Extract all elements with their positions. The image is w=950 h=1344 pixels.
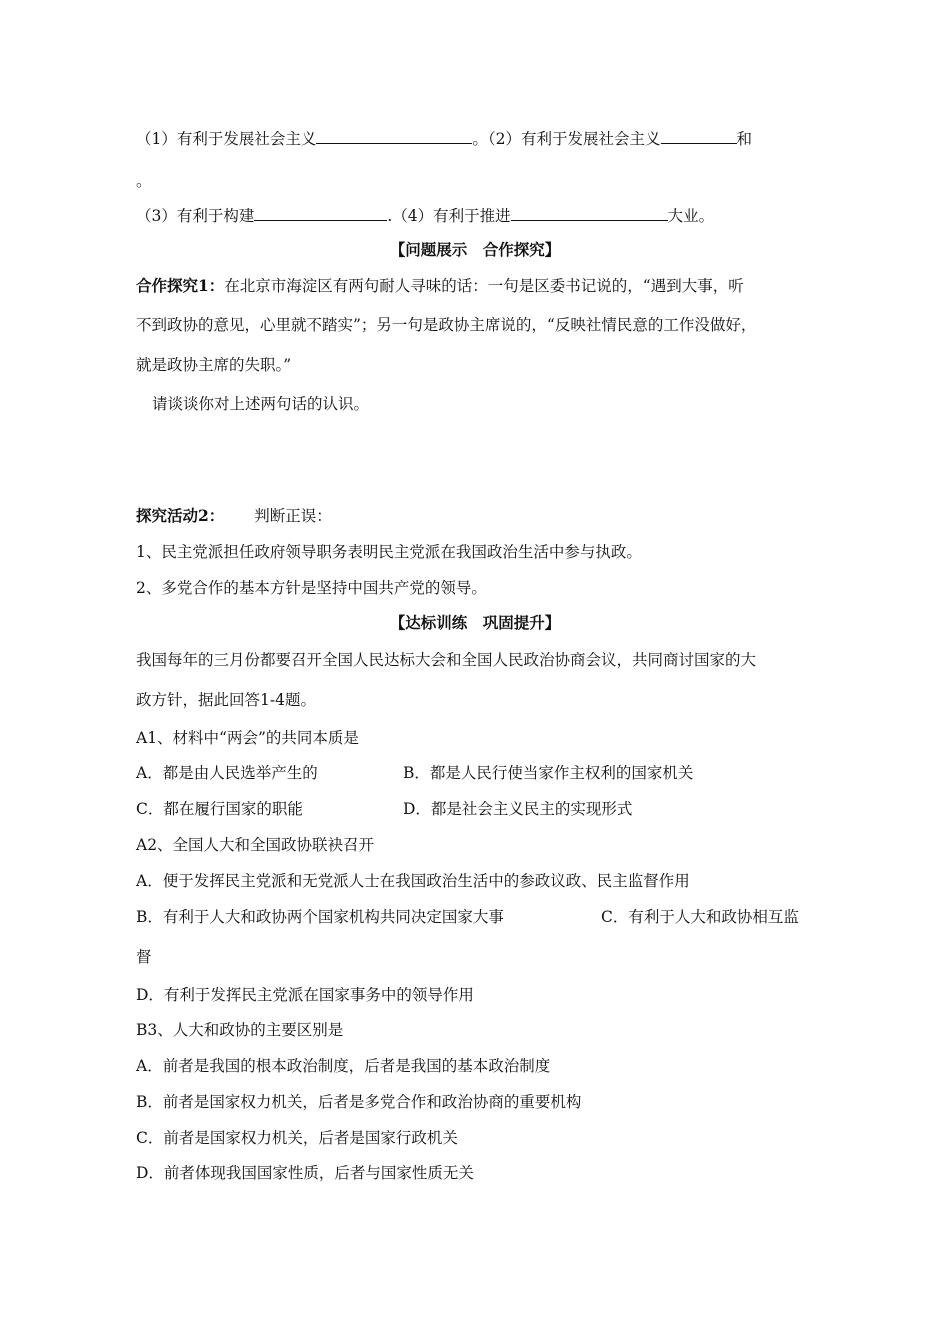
question-a2-stem: A2、全国人大和全国政协联袂召开 <box>136 836 375 854</box>
blank-3[interactable] <box>254 203 387 221</box>
fill-item-2-tail: 和 <box>736 130 753 148</box>
question-a1-option-c: C．都在履行国家的职能 <box>136 800 303 818</box>
inquiry-1-text-1: 在北京市海淀区有两句耐人寻味的话：一句是区委书记说的，“遇到大事，听 <box>224 277 744 295</box>
fill-line-2 <box>136 203 714 227</box>
inquiry-1-line-2: 不到政协的意见，心里就不踏实”；另一句是政协主席说的，“反映社情民意的工作没做好， <box>136 316 757 334</box>
fill-item-2-text: （2）有利于发展社会主义 <box>487 130 661 148</box>
fill-line-1 <box>136 126 752 150</box>
question-a1-option-a: A．都是由人民选举产生的 <box>136 764 318 782</box>
inquiry-1-line-3: 就是政协主席的失职。” <box>136 356 292 374</box>
question-a1-stem: A1、材料中“两会”的共同本质是 <box>136 729 359 747</box>
activity-2-item-1: 1、民主党派担任政府领导职务表明民主党派在我国政治生活中参与执政。 <box>136 543 642 561</box>
activity-2-heading <box>136 505 332 527</box>
question-b3-option-c: C．前者是国家权力机关，后者是国家行政机关 <box>136 1129 458 1147</box>
question-a1-option-d: D．都是社会主义民主的实现形式 <box>403 800 633 818</box>
question-b3-option-d: D．前者体现我国国家性质，后者与国家性质无关 <box>136 1164 474 1182</box>
inquiry-1-label: 合作探究1： <box>136 276 225 295</box>
question-a2-option-a: A．便于发挥民主党派和无党派人士在我国政治生活中的参政议政、民主监督作用 <box>136 872 690 890</box>
fill-item-4-text: .（4）有利于推进 <box>387 207 511 225</box>
material-line-1: 我国每年的三月份都要召开全国人民达标大会和全国人民政治协商会议，共同商讨国家的大 <box>136 651 757 669</box>
fill-item-4-tail: 大业。 <box>667 207 715 225</box>
blank-2[interactable] <box>661 126 737 144</box>
section-heading-2: 【达标训练 巩固提升】 <box>389 613 561 632</box>
blank-4[interactable] <box>511 203 668 221</box>
fill-line-1-wrap: 。 <box>136 172 152 190</box>
material-line-2: 政方针，据此回答1-4题。 <box>136 691 316 709</box>
question-b3-stem: B3、人大和政协的主要区别是 <box>136 1021 344 1039</box>
question-a2-option-b: B．有利于人大和政协两个国家机构共同决定国家大事 <box>136 908 504 926</box>
question-b3-option-b: B．前者是国家权力机关，后者是多党合作和政治协商的重要机构 <box>136 1093 582 1111</box>
fill-item-1-text: （1）有利于发展社会主义 <box>136 130 317 148</box>
question-b3-option-a: A．前者是我国的根本政治制度，后者是我国的基本政治制度 <box>136 1057 551 1075</box>
activity-2-instruction: 判断正误： <box>254 507 332 525</box>
inquiry-1-line-1 <box>136 275 744 297</box>
question-a2-option-c-wrap: 督 <box>136 948 152 966</box>
inquiry-1-question: 请谈谈你对上述两句话的认识。 <box>152 395 370 413</box>
question-a1-option-b: B．都是人民行使当家作主权利的国家机关 <box>403 764 694 782</box>
question-a2-option-c: C．有利于人大和政协相互监 <box>601 908 799 926</box>
question-a2-option-d: D．有利于发挥民主党派在国家事务中的领导作用 <box>136 986 474 1004</box>
activity-2-label: 探究活动2： <box>136 506 225 525</box>
blank-1[interactable] <box>316 126 472 144</box>
activity-2-item-2: 2、多党合作的基本方针是坚持中国共产党的领导。 <box>136 579 487 597</box>
section-heading-1: 【问题展示 合作探究】 <box>389 240 561 259</box>
fill-item-3-text: （3）有利于构建 <box>136 207 255 225</box>
fill-sep-1: 。 <box>472 130 488 148</box>
